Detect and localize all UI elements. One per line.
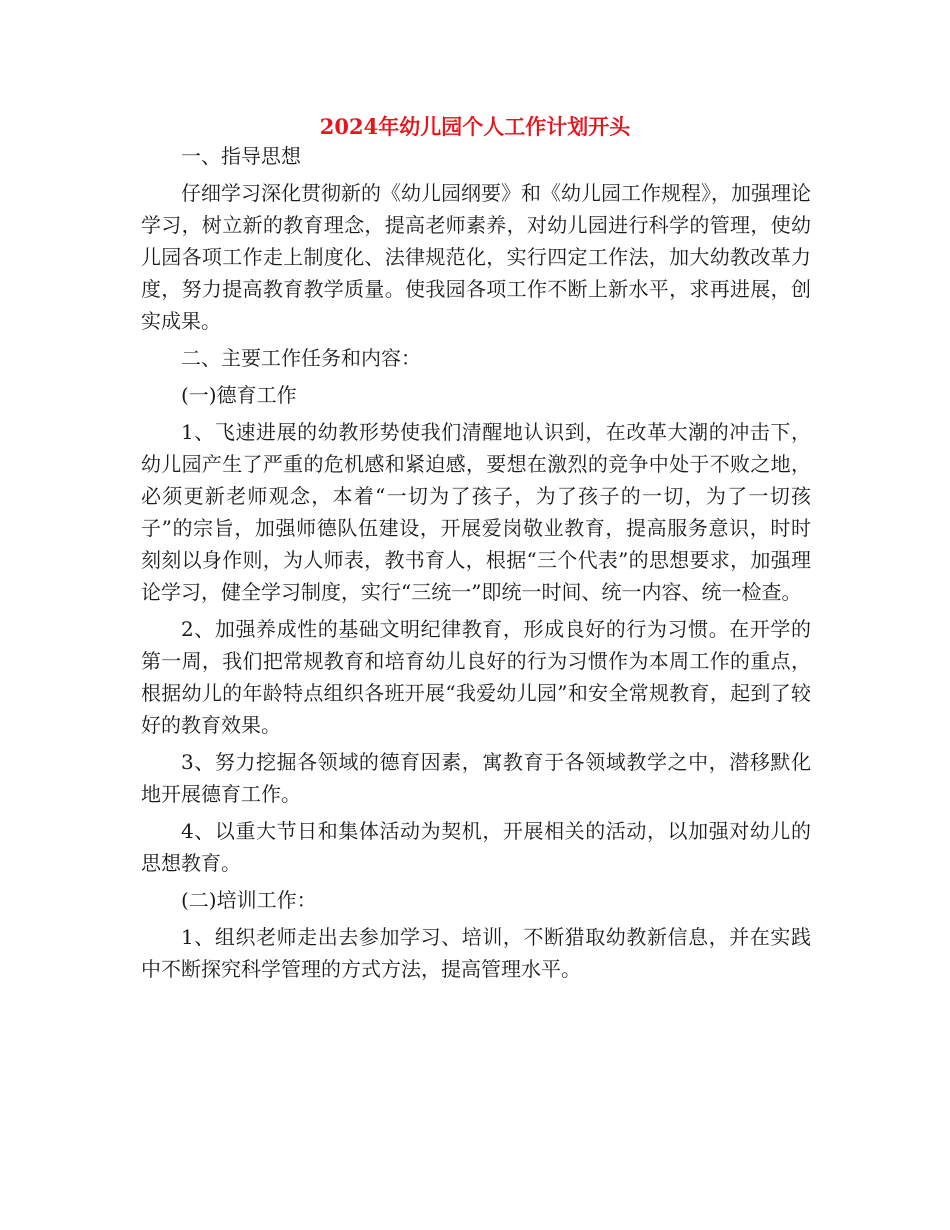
paragraph-guiding-ideology: 仔细学习深化贯彻新的《幼儿园纲要》和《幼儿园工作规程》，加强理论学习，树立新的教育理念，提高老师素养，对幼儿园进行科学的管理，使幼儿园各项工作走上制度化、法律规范化，实行四定工作法，加大幼教改革力度，努力提高教育教学质量。使我园各项工作不断上新水平，求再进展，创实成果。 [141,181,811,333]
document-title: 2024年幼儿园个人工作计划开头 [319,114,631,139]
document-body [141,140,811,990]
paragraph-moral-item-4: 4、以重大节日和集体活动为契机，开展相关的活动，以加强对幼儿的思想教育。 [141,819,811,875]
paragraph-moral-item-1: 1、飞速进展的幼教形势使我们清醒地认识到，在改革大潮的冲击下，幼儿园产生了严重的危机感和紧迫感，要想在激烈的竞争中处于不败之地，必须更新老师观念，本着“一切为了孩子，为了孩子的一切，为了一切孩子”的宗旨，加强师德队伍建设，开展爱岗敬业教育，提高服务意识，时时刻刻以身作则，为人师表，教书育人，根据“三个代表”的思想要求，加强理论学习，健全学习制度，实行“三统一”即统一时间、统一内容、统一检查。 [141,420,811,604]
paragraph-moral-item-3: 3、努力挖掘各领域的德育因素，寓教育于各领域教学之中，潜移默化地开展德育工作。 [141,750,811,806]
paragraph-training-item-1: 1、组织老师走出去参加学习、培训，不断猎取幼教新信息，并在实践中不断探究科学管理的方式方法，提高管理水平。 [141,925,811,981]
subsection-heading-training: (二)培训工作： [181,888,317,912]
paragraph-moral-item-2: 2、加强养成性的基础文明纪律教育，形成良好的行为习惯。在开学的第一周，我们把常规教育和培育幼儿良好的行为习惯作为本周工作的重点，根据幼儿的年龄特点组织各班开展“我爱幼儿园”和安全常规教育，起到了较好的教育效果。 [141,617,811,737]
section-heading-main-tasks: 二、主要工作任务和内容： [181,346,421,370]
section-heading-guiding-ideology: 一、指导思想 [181,144,301,168]
subsection-heading-moral-education: (一)德育工作 [181,383,297,407]
